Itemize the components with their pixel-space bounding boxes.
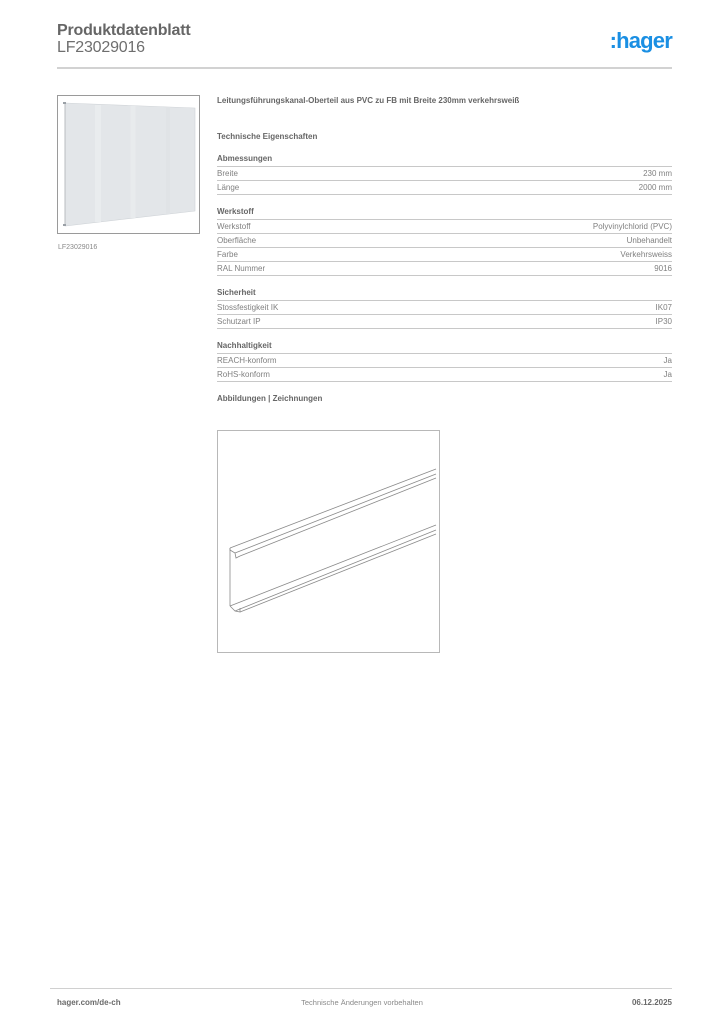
property-row <box>217 234 672 248</box>
technical-properties-heading: Technische Eigenschaften <box>217 132 318 141</box>
property-row <box>217 181 672 195</box>
property-label: Werkstoff <box>217 222 251 231</box>
group-sustainability <box>217 340 672 382</box>
cable-duct-drawing-icon <box>218 431 439 652</box>
group-dimensions <box>217 153 672 195</box>
property-row <box>217 368 672 382</box>
property-label: Stossfestigkeit IK <box>217 303 279 312</box>
page-header <box>57 20 672 70</box>
product-number: LF23029016 <box>57 39 145 56</box>
property-value: Ja <box>663 370 672 379</box>
property-row <box>217 262 672 276</box>
product-description: Leitungsführungskanal-Oberteil aus PVC zu FB mit Breite 230mm verkehrsweiß <box>217 96 520 105</box>
property-label: Oberfläche <box>217 236 257 245</box>
property-value: 9016 <box>654 264 672 273</box>
footer-website-link[interactable]: hager.com/de-ch <box>57 998 121 1007</box>
group-material <box>217 206 672 276</box>
footer-date: 06.12.2025 <box>631 998 672 1007</box>
technical-drawing <box>217 430 440 653</box>
property-label: Farbe <box>217 250 238 259</box>
property-value: Unbehandelt <box>626 236 672 245</box>
product-photo-icon <box>58 96 199 233</box>
group-heading: Sicherheit <box>217 287 672 301</box>
property-label: RoHS-konform <box>217 370 270 379</box>
group-heading: Werkstoff <box>217 206 672 220</box>
property-row <box>217 315 672 329</box>
header-divider <box>57 67 672 69</box>
drawings-heading: Abbildungen | Zeichnungen <box>217 394 323 403</box>
footer-divider <box>50 988 672 989</box>
property-label: REACH-konform <box>217 356 277 365</box>
group-safety <box>217 287 672 329</box>
property-row <box>217 220 672 234</box>
property-row <box>217 167 672 181</box>
property-value: 230 mm <box>643 169 672 178</box>
property-label: Schutzart IP <box>217 317 261 326</box>
property-label: Breite <box>217 169 238 178</box>
property-value: Verkehrsweiss <box>620 250 672 259</box>
property-value: IP30 <box>655 317 672 326</box>
property-value: 2000 mm <box>638 183 672 192</box>
property-row <box>217 301 672 315</box>
product-image <box>57 95 200 234</box>
property-label: Länge <box>217 183 240 192</box>
hager-logo: :hager <box>609 28 672 53</box>
group-heading: Nachhaltigkeit <box>217 340 672 354</box>
product-image-caption: LF23029016 <box>58 244 98 251</box>
property-row <box>217 354 672 368</box>
property-label: RAL Nummer <box>217 264 266 273</box>
footer-notice: Technische Änderungen vorbehalten <box>301 998 423 1007</box>
document-title: Produktdatenblatt <box>57 22 191 39</box>
property-row <box>217 248 672 262</box>
property-value: Ja <box>663 356 672 365</box>
product-details <box>217 95 672 405</box>
property-value: Polyvinylchlorid (PVC) <box>592 222 672 231</box>
group-heading: Abmessungen <box>217 153 672 167</box>
property-value: IK07 <box>655 303 672 312</box>
